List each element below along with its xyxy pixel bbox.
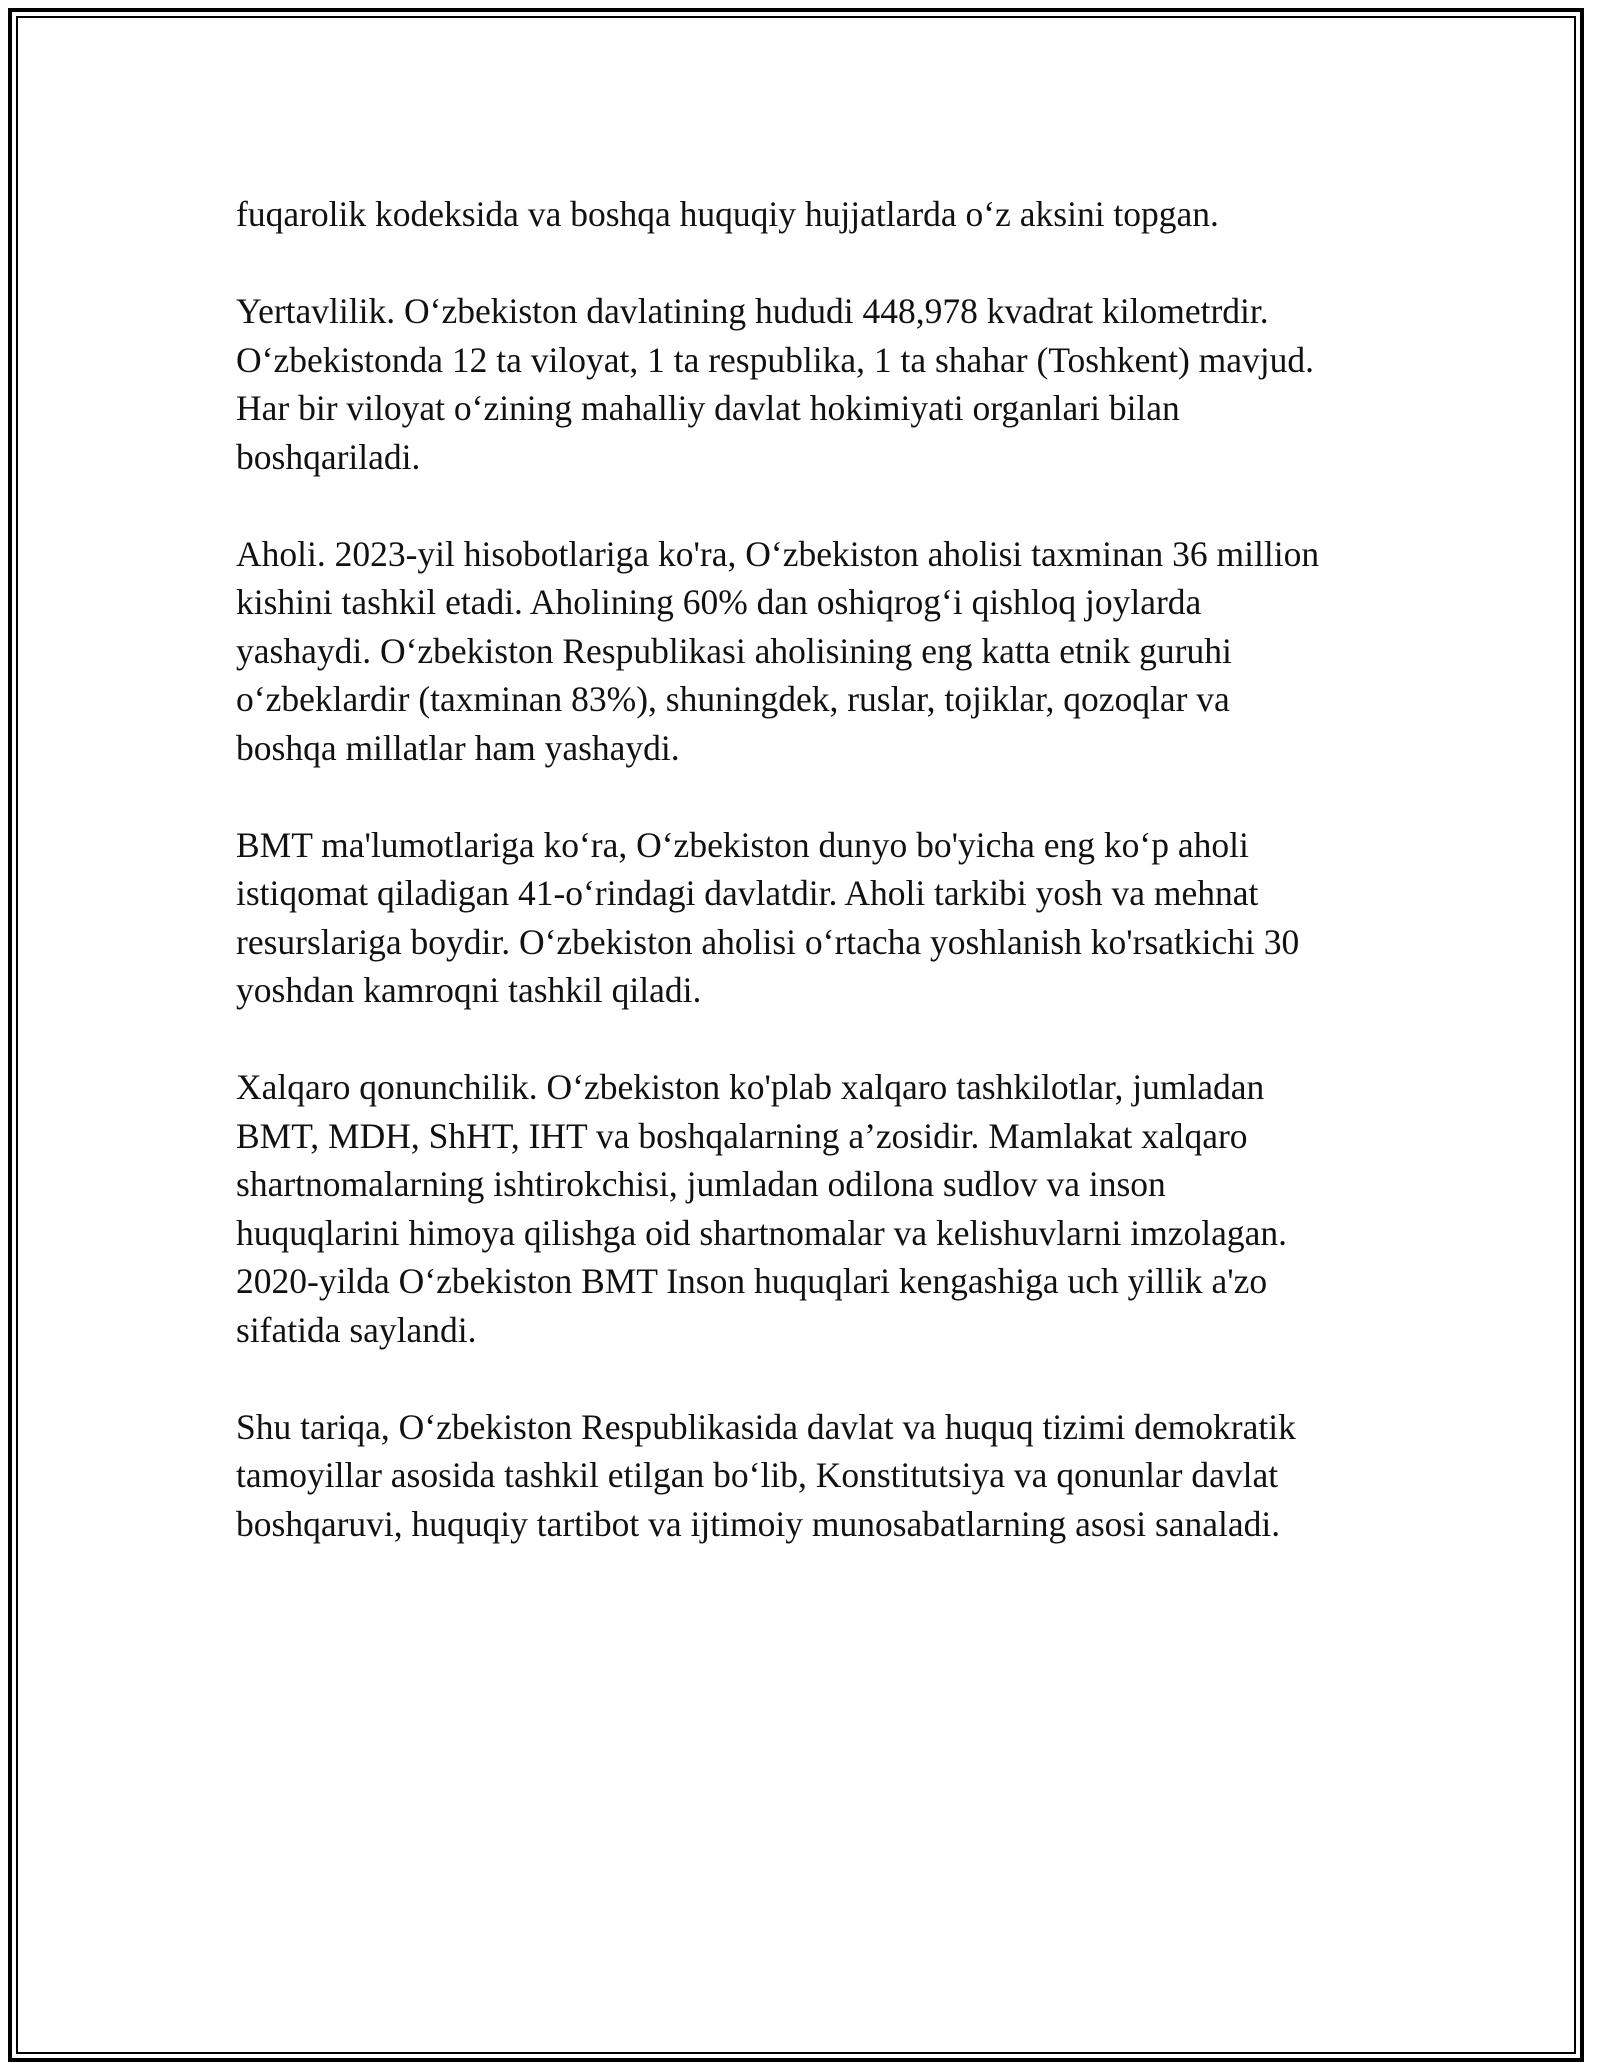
paragraph-continuation: fuqarolik kodeksida va boshqa huquqiy hujjatlarda o‘z aksini topgan. [236, 194, 1219, 234]
document-body [236, 190, 1356, 1597]
paragraph-international-law: Xalqaro qonunchilik. O‘zbekiston ko'plab xalqaro tashkilotlar, jumladan BMT, MDH, ShHT, IHT va boshqalarning a’zosidir. Mamlakat xalqaro shartnomalarning ishtirokchisi, jumladan odilona sudlov va inson huquqlarini himoya qilishga oid shartnomalar va kelishuvlarni imzolagan. 2020-yilda O‘zbekiston BMT Inson huquqlari kengashiga uch yillik a'zo sifatida saylandi. [236, 1067, 1287, 1350]
paragraph-un-data: BMT ma'lumotlariga ko‘ra, O‘zbekiston dunyo bo'yicha eng ko‘p aholi istiqomat qiladigan 41-o‘rindagi davlatdir. Aholi tarkibi yosh va mehnat resurslariga boydir. O‘zbekiston aholisi o‘rtacha yoshlanish ko'rsatkichi 30 yoshdan kamroqni tashkil qiladi. [236, 824, 1300, 1010]
paragraph-population: Aholi. 2023-yil hisobotlariga ko'ra, O‘zbekiston aholisi taxminan 36 million kishini tashkil etadi. Aholining 60% dan oshiqrog‘i qishloq joylarda yashaydi. O‘zbekiston Respublikasi aholisining eng katta etnik guruhi o‘zbeklardir (taxminan 83%), shuningdek, ruslar, tojiklar, qozoqlar va boshqa millatlar ham yashaydi. [236, 533, 1320, 768]
paragraph-conclusion: Shu tariqa, O‘zbekiston Respublikasida davlat va huquq tizimi demokratik tamoyillar asosida tashkil etilgan bo‘lib, Konstitutsiya va qonunlar davlat boshqaruvi, huquqiy tartibot va ijtimoiy munosabatlarning asosi sanaladi. [236, 1406, 1296, 1544]
paragraph-territory: Yertavlilik. O‘zbekiston davlatining hududi 448,978 kvadrat kilometrdir. O‘zbekistonda 12 ta viloyat, 1 ta respublika, 1 ta shahar (Toshkent) mavjud. Har bir viloyat o‘zining mahalliy davlat hokimiyati organlari bilan boshqariladi. [236, 291, 1315, 477]
